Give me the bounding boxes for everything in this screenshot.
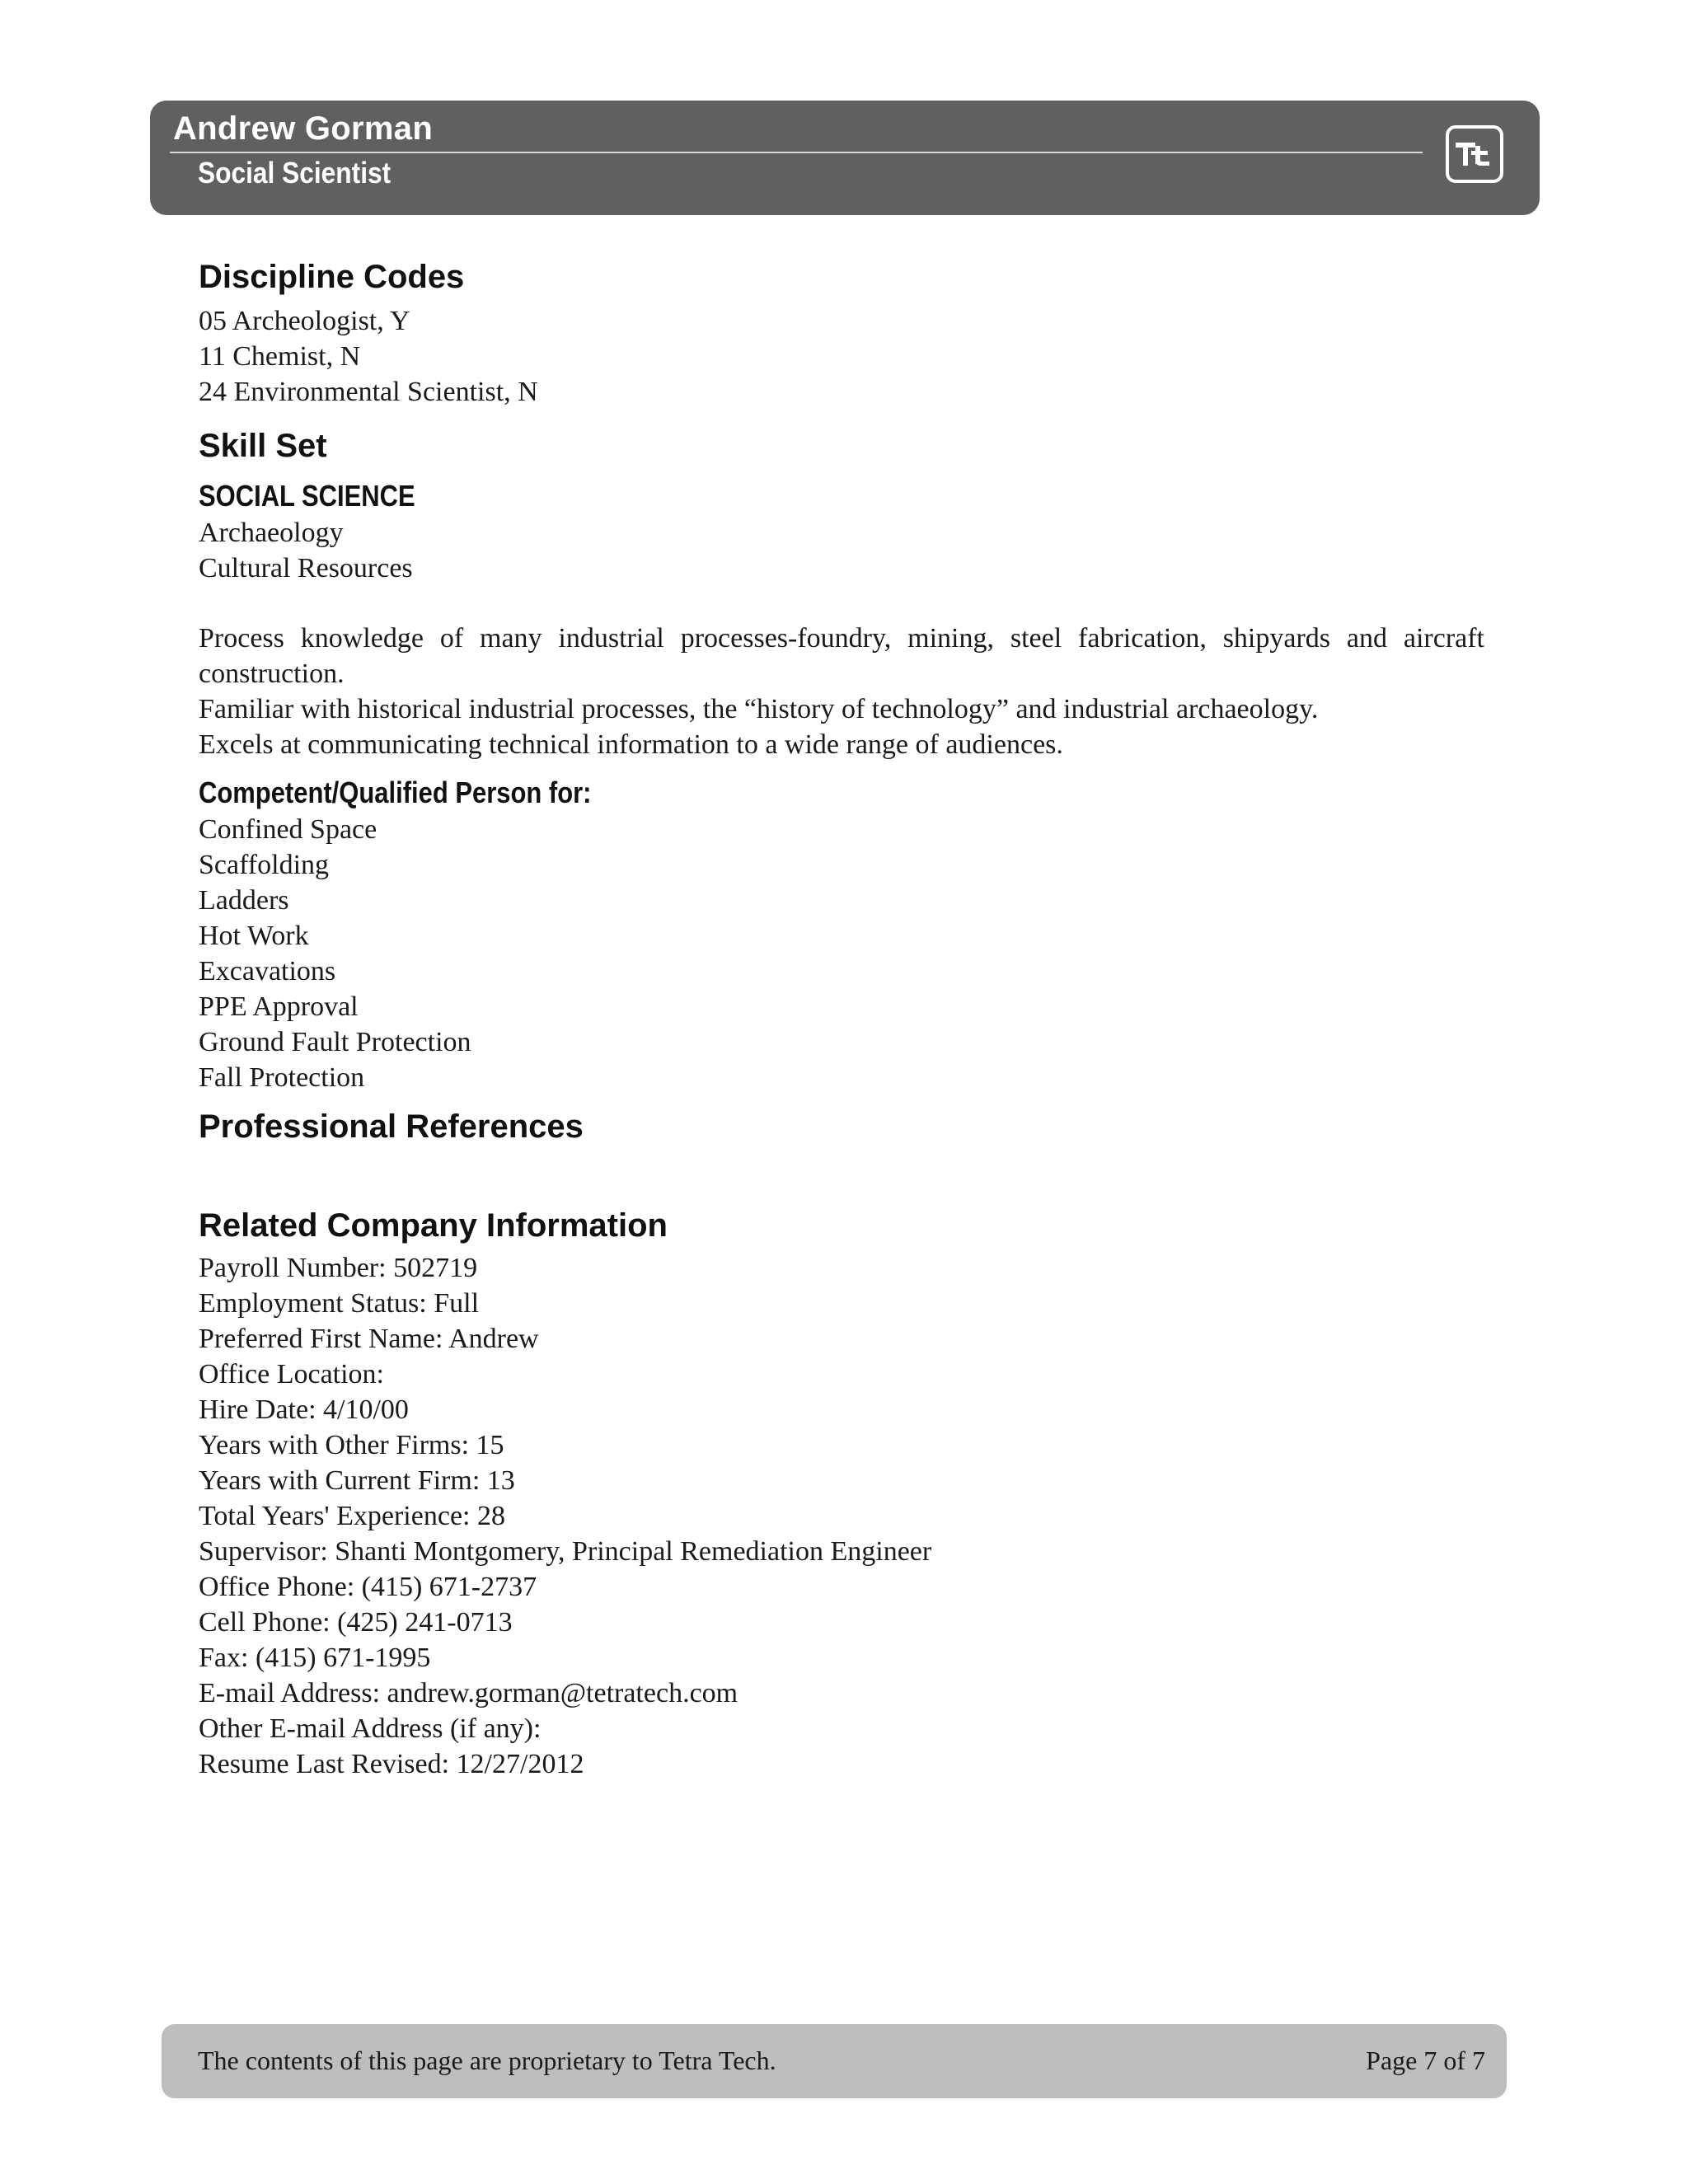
skill-category-heading: SOCIAL SCIENCE — [199, 479, 415, 513]
office-phone: Office Phone: (415) 671-2737 — [199, 1572, 537, 1602]
skill-description-line: Excels at communicating technical information to a wide range of audiences. — [199, 729, 1063, 760]
hire-date: Hire Date: 4/10/00 — [199, 1394, 409, 1425]
competent-item: Excavations — [199, 956, 336, 987]
competent-item: Scaffolding — [199, 850, 330, 880]
job-title: Social Scientist — [198, 156, 392, 190]
office-location: Office Location: — [199, 1359, 385, 1390]
other-email-address: Other E-mail Address (if any): — [199, 1713, 542, 1744]
competent-item: Confined Space — [199, 814, 377, 845]
fax-number: Fax: (415) 671-1995 — [199, 1643, 431, 1673]
discipline-codes-list — [199, 303, 1484, 410]
competent-item: PPE Approval — [199, 991, 359, 1022]
discipline-codes-heading: Discipline Codes — [199, 259, 465, 295]
discipline-code-item: 11 Chemist, N — [199, 341, 361, 372]
years-current-firm: Years with Current Firm: 13 — [199, 1465, 515, 1496]
resume-content — [199, 255, 1484, 1782]
page-number: Page 7 of 7 — [1366, 2046, 1485, 2075]
competent-item: Hot Work — [199, 921, 309, 951]
skill-set-heading: Skill Set — [199, 428, 327, 464]
skill-item: Cultural Resources — [199, 553, 413, 583]
skill-description-paragraph: Process knowledge of many industrial processes-foundry, mining, steel fabrication, shipyards and aircraft construction. — [199, 623, 1484, 689]
email-address: E-mail Address: andrew.gorman@tetratech.com — [199, 1678, 738, 1708]
years-other-firms: Years with Other Firms: 15 — [199, 1430, 504, 1460]
footer-proprietary-notice: The contents of this page are proprietary to Tetra Tech. — [198, 2046, 776, 2075]
skill-description-line: Familiar with historical industrial processes, the “history of technology” and industrial archaeology. — [199, 694, 1319, 724]
supervisor: Supervisor: Shanti Montgomery, Principal Remediation Engineer — [199, 1536, 932, 1567]
competent-item: Fall Protection — [199, 1062, 365, 1093]
professional-references-heading: Professional References — [199, 1108, 584, 1145]
tetra-tech-logo-icon — [1446, 125, 1503, 183]
discipline-code-item: 24 Environmental Scientist, N — [199, 377, 538, 407]
header-banner — [150, 101, 1540, 215]
discipline-code-item: 05 Archeologist, Y — [199, 306, 410, 336]
competent-item: Ladders — [199, 885, 289, 916]
page-footer — [162, 2024, 1507, 2098]
preferred-first-name: Preferred First Name: Andrew — [199, 1324, 539, 1354]
company-info-list — [199, 1250, 1484, 1782]
competent-person-heading: Competent/Qualified Person for: — [199, 776, 592, 809]
cell-phone: Cell Phone: (425) 241-0713 — [199, 1607, 513, 1638]
skill-list — [199, 515, 1484, 586]
competent-item: Ground Fault Protection — [199, 1027, 471, 1057]
employment-status: Employment Status: Full — [199, 1288, 480, 1319]
total-years-experience: Total Years' Experience: 28 — [199, 1501, 505, 1531]
header-divider — [170, 152, 1423, 153]
payroll-number: Payroll Number: 502719 — [199, 1253, 478, 1283]
competent-list — [199, 812, 1484, 1095]
person-name: Andrew Gorman — [173, 110, 434, 147]
company-info-heading: Related Company Information — [199, 1207, 668, 1244]
skill-item: Archaeology — [199, 518, 344, 548]
resume-last-revised: Resume Last Revised: 12/27/2012 — [199, 1749, 584, 1779]
